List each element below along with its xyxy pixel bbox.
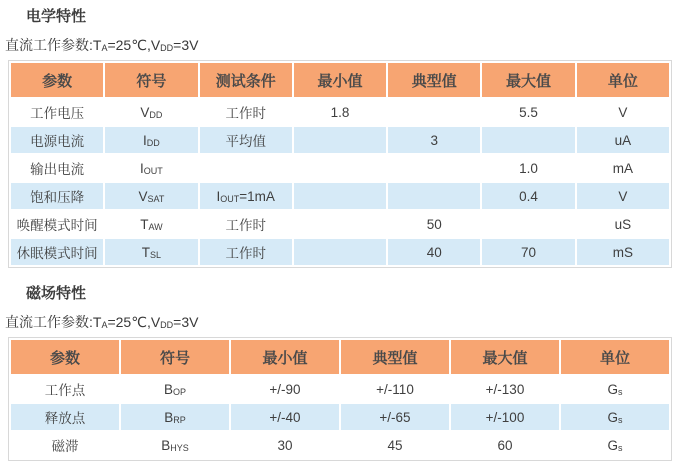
cell	[121, 376, 229, 402]
cell: +/-40	[231, 404, 339, 430]
table-row	[11, 239, 669, 265]
text-run: G	[607, 381, 618, 397]
cell: 1.0	[482, 155, 574, 181]
column-header: 最小值	[294, 63, 386, 97]
cell: 40	[388, 239, 480, 265]
cell	[388, 155, 480, 181]
electrical-characteristics-section	[0, 8, 681, 268]
text-run: T	[140, 216, 149, 232]
cell	[482, 127, 574, 153]
cell: 输出电流	[11, 155, 103, 181]
subscript: OUT	[220, 193, 240, 204]
subscript: A	[101, 320, 108, 330]
cell: 工作时	[200, 239, 292, 265]
cell: 5.5	[482, 99, 574, 125]
section-title-electrical: 电学特性	[26, 8, 87, 25]
cell: 1.8	[294, 99, 386, 125]
cell	[294, 127, 386, 153]
text-run: =1mA	[239, 188, 275, 204]
cell	[105, 155, 197, 181]
subscript: SAT	[147, 193, 165, 204]
subscript: SL	[150, 249, 162, 260]
column-header: 参数	[11, 63, 103, 97]
subscript: s	[618, 386, 623, 397]
cell: mA	[577, 155, 669, 181]
table-row	[11, 99, 669, 125]
cell	[388, 183, 480, 209]
column-header: 参数	[11, 340, 119, 374]
cell: 工作点	[11, 376, 119, 402]
cell	[200, 155, 292, 181]
cell: 工作时	[200, 211, 292, 237]
cell: 45	[341, 432, 449, 458]
cell: 0.4	[482, 183, 574, 209]
column-header: 单位	[561, 340, 669, 374]
table-row	[11, 211, 669, 237]
cell	[121, 432, 229, 458]
table-row	[11, 155, 669, 181]
cell: 30	[231, 432, 339, 458]
text-run: B	[164, 409, 174, 425]
text-run: B	[163, 381, 173, 397]
cell: 饱和压降	[11, 183, 103, 209]
cell: V	[577, 99, 669, 125]
text-run: =3V	[173, 314, 199, 330]
cell: +/-110	[341, 376, 449, 402]
text-run: 直流工作参数:T	[5, 314, 102, 330]
text-run: G	[607, 409, 618, 425]
cell	[388, 99, 480, 125]
table-row	[11, 376, 669, 402]
cell: uA	[577, 127, 669, 153]
subscript: OUT	[143, 165, 163, 176]
text-run: I	[216, 188, 221, 204]
cell: +/-130	[451, 376, 559, 402]
text-run: =25℃,V	[107, 37, 161, 53]
cell	[105, 183, 197, 209]
subscript: s	[618, 414, 623, 425]
column-header: 最小值	[231, 340, 339, 374]
subscript: A	[101, 43, 108, 53]
magnetic-spec-table	[8, 337, 672, 461]
column-header: 符号	[105, 63, 197, 97]
section-title-magnetic: 磁场特性	[26, 285, 87, 302]
cell	[105, 211, 197, 237]
cell	[105, 239, 197, 265]
cell: 工作电压	[11, 99, 103, 125]
subscript: DD	[160, 320, 174, 330]
cell	[105, 127, 197, 153]
electrical-spec-table	[8, 60, 672, 268]
cell	[121, 404, 229, 430]
header-row	[11, 340, 669, 374]
text-run: T	[141, 244, 151, 260]
text-run: G	[607, 437, 618, 453]
cell: 平均值	[200, 127, 292, 153]
column-header: 单位	[577, 63, 669, 97]
cell	[200, 183, 292, 209]
table-row	[11, 127, 669, 153]
cell: +/-90	[231, 376, 339, 402]
cell: V	[577, 183, 669, 209]
cell	[561, 404, 669, 430]
cell: +/-100	[451, 404, 559, 430]
magnetic-characteristics-section	[0, 285, 681, 461]
text-run: V	[138, 188, 148, 204]
dc-operating-params-magnetic	[5, 314, 681, 333]
table-row	[11, 404, 669, 430]
cell	[294, 211, 386, 237]
cell	[294, 239, 386, 265]
text-run: =25℃,V	[107, 314, 161, 330]
dc-operating-params-electrical	[5, 37, 681, 56]
cell	[482, 211, 574, 237]
subscript: DD	[149, 109, 163, 120]
text-run: V	[140, 104, 150, 120]
cell: 唤醒模式时间	[11, 211, 103, 237]
column-header: 典型值	[341, 340, 449, 374]
cell: 70	[482, 239, 574, 265]
column-header: 最大值	[482, 63, 574, 97]
header-row	[11, 63, 669, 97]
subscript: DD	[146, 137, 160, 148]
column-header: 最大值	[451, 340, 559, 374]
cell: uS	[577, 211, 669, 237]
cell: mS	[577, 239, 669, 265]
subscript: HYS	[170, 442, 189, 453]
cell	[294, 155, 386, 181]
cell: 磁滞	[11, 432, 119, 458]
text-run: =3V	[173, 37, 199, 53]
column-header: 测试条件	[200, 63, 292, 97]
text-run: 直流工作参数:T	[5, 37, 102, 53]
subscript: DD	[160, 43, 174, 53]
cell: +/-65	[341, 404, 449, 430]
cell: 60	[451, 432, 559, 458]
text-run: I	[140, 160, 144, 176]
cell	[561, 432, 669, 458]
table-row	[11, 183, 669, 209]
text-run: I	[143, 132, 147, 148]
subscript: s	[618, 442, 623, 453]
column-header: 典型值	[388, 63, 480, 97]
table-row	[11, 432, 669, 458]
cell: 工作时	[200, 99, 292, 125]
cell: 释放点	[11, 404, 119, 430]
subscript: OP	[173, 386, 187, 397]
cell	[561, 376, 669, 402]
text-run: B	[161, 437, 171, 453]
column-header: 符号	[121, 340, 229, 374]
cell: 50	[388, 211, 480, 237]
cell: 3	[388, 127, 480, 153]
cell	[294, 183, 386, 209]
cell	[105, 99, 197, 125]
subscript: AW	[148, 221, 163, 232]
subscript: RP	[173, 414, 186, 425]
cell: 休眠模式时间	[11, 239, 103, 265]
cell: 电源电流	[11, 127, 103, 153]
